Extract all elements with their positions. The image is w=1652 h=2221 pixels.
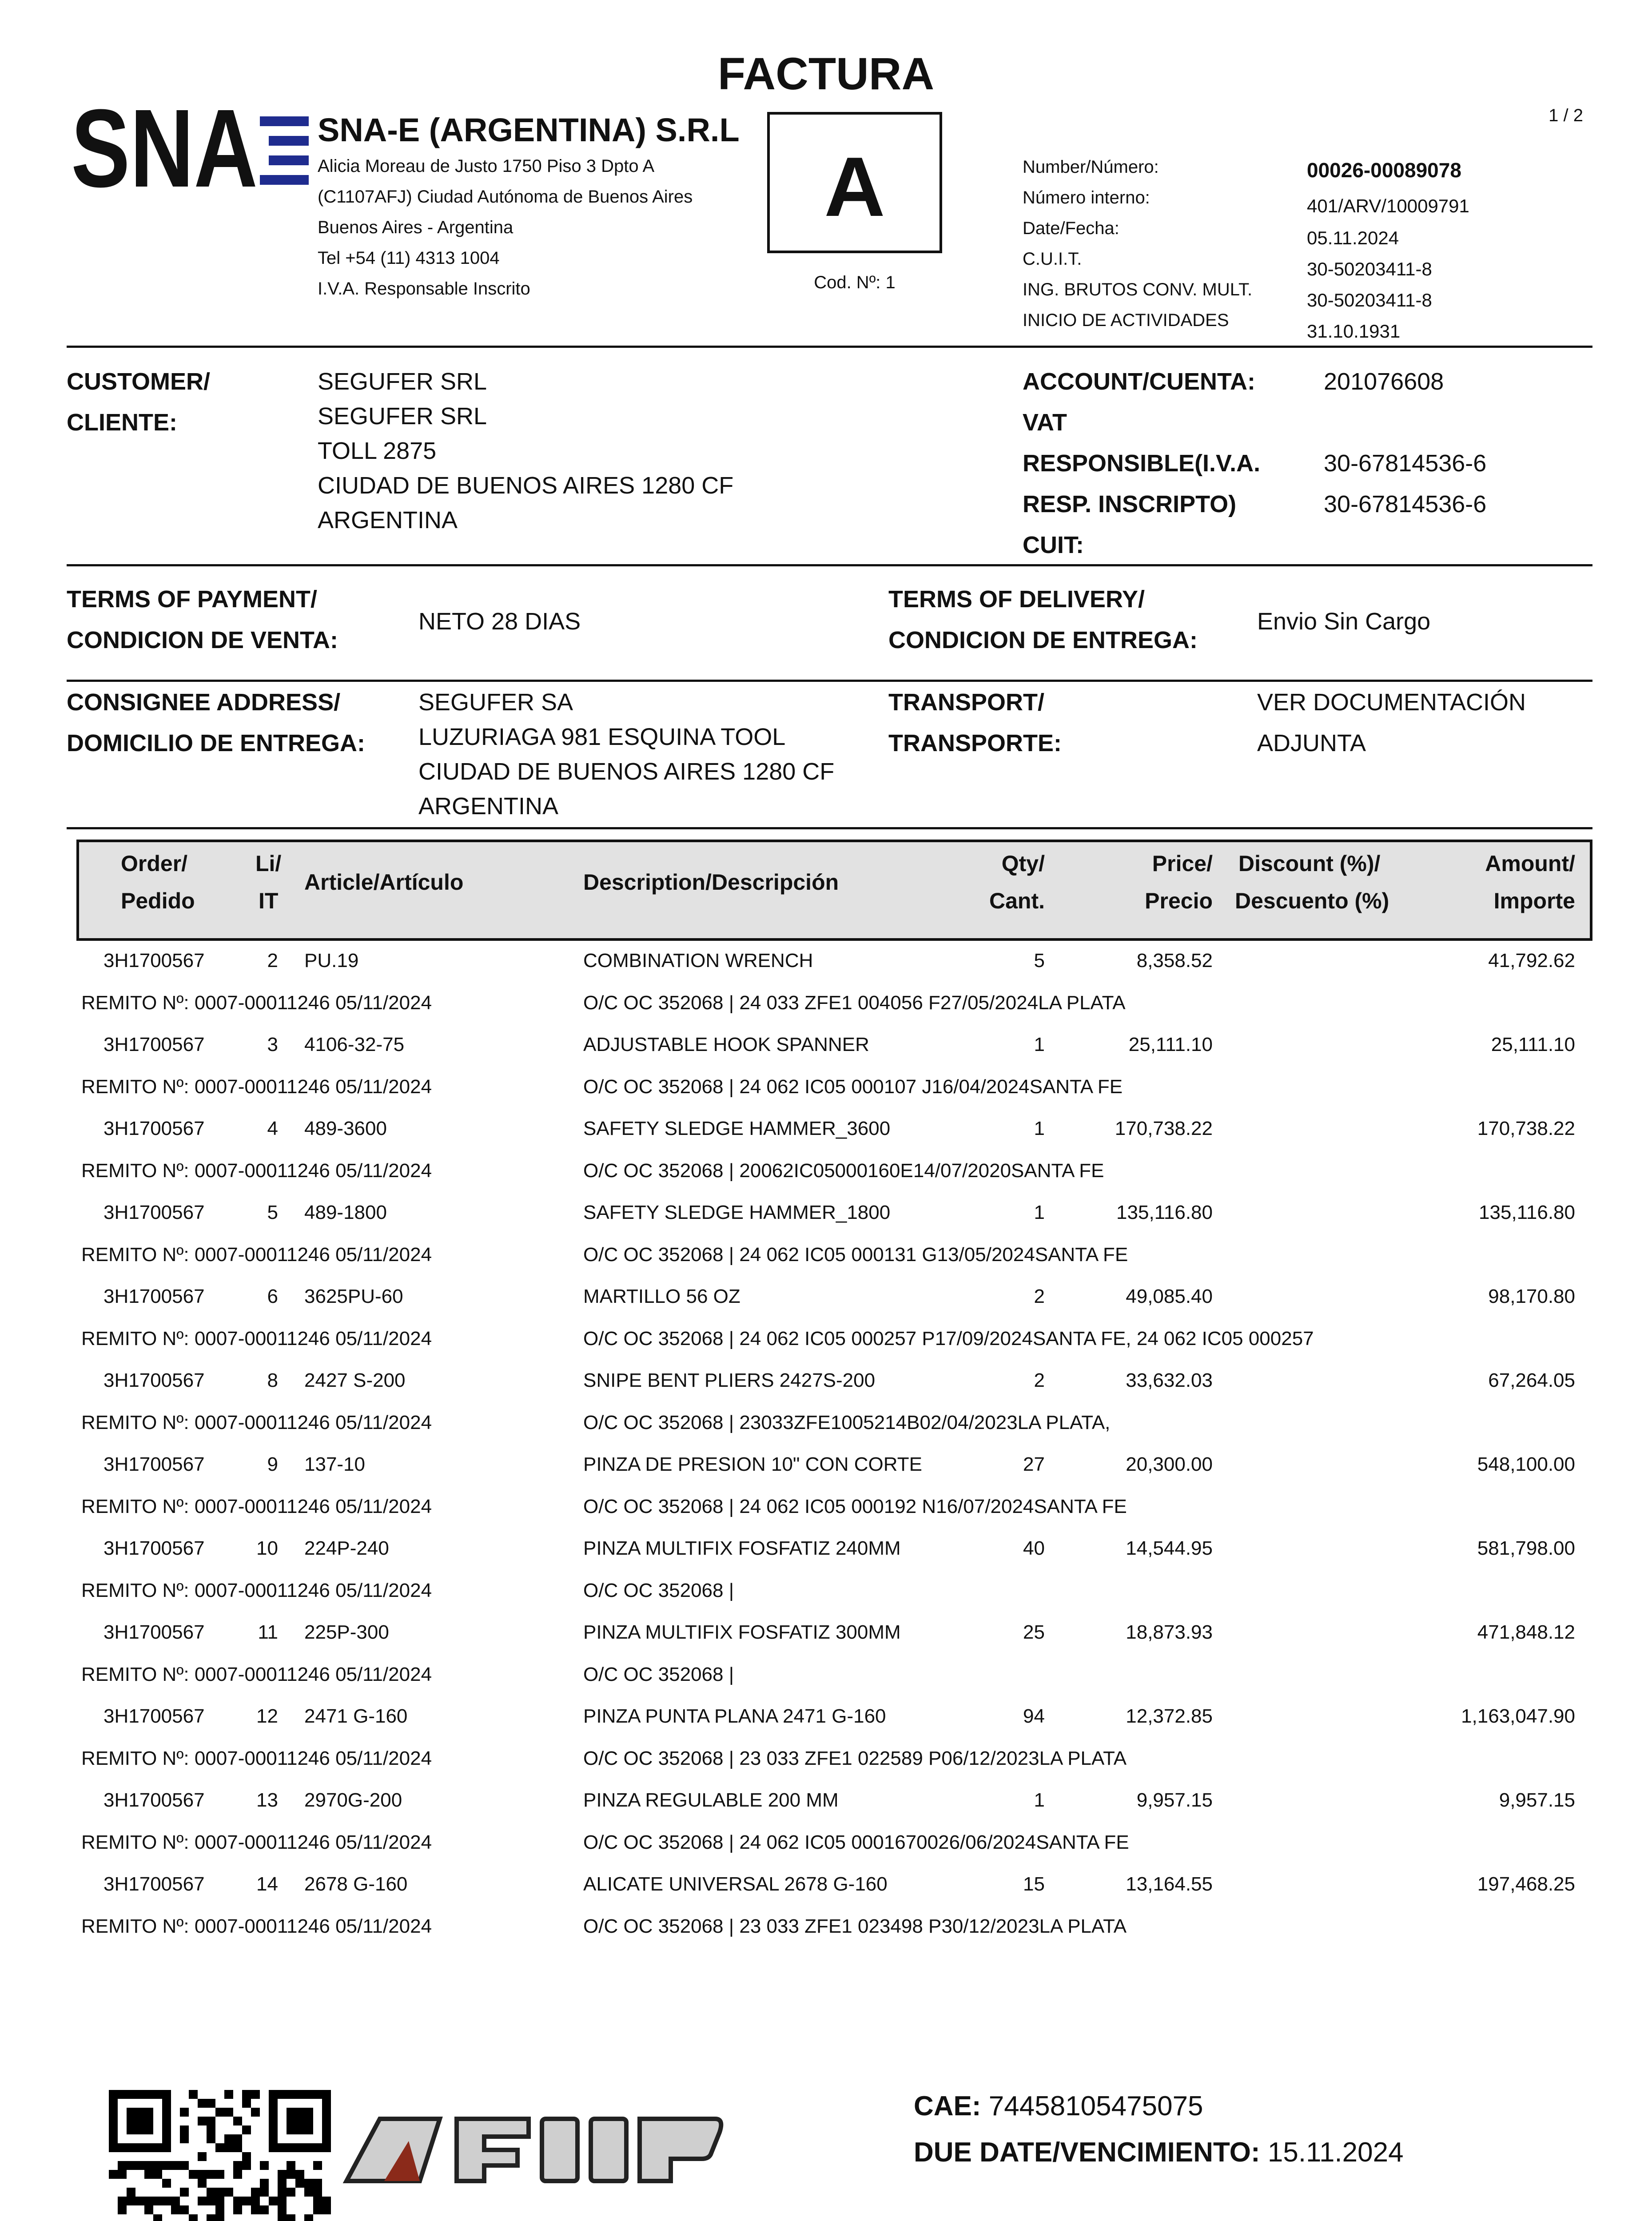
cell-amount: 1,163,047.90 <box>1461 1705 1575 1727</box>
cell-line: 12 <box>256 1705 278 1727</box>
terms-delivery-value: Envio Sin Cargo <box>1257 608 1431 635</box>
cell-description: PINZA REGULABLE 200 MM <box>583 1789 839 1811</box>
customer-label: CLIENTE: <box>67 409 177 436</box>
cell-remito: REMITO Nº: 0007-00011246 05/11/2024 <box>81 1412 432 1433</box>
cell-remito: REMITO Nº: 0007-00011246 05/11/2024 <box>81 1664 432 1685</box>
divider <box>67 680 1592 682</box>
terms-payment-label: CONDICION DE VENTA: <box>67 627 338 653</box>
cell-article: 3625PU-60 <box>304 1286 403 1307</box>
cell-article: 489-1800 <box>304 1202 387 1223</box>
cell-article: 225P-300 <box>304 1621 389 1643</box>
sna-logo-icon <box>71 107 311 195</box>
cell-price: 8,358.52 <box>1136 950 1213 971</box>
col-header-article: Article/Artículo <box>304 870 464 895</box>
cell-article: 2678 G-160 <box>304 1873 408 1895</box>
cell-price: 9,957.15 <box>1136 1789 1213 1811</box>
invoice-code: Cod. Nº: 1 <box>814 273 896 292</box>
cell-price: 14,544.95 <box>1126 1537 1213 1559</box>
cell-qty: 94 <box>1023 1705 1045 1727</box>
activity-start-label: INICIO DE ACTIVIDADES <box>1023 310 1229 330</box>
divider <box>67 346 1592 348</box>
cell-note: O/C OC 352068 | 24 033 ZFE1 004056 F27/05/2024LA PLATA <box>583 992 1126 1014</box>
customer-line: ARGENTINA <box>318 507 458 533</box>
cell-description: PINZA MULTIFIX FOSFATIZ 300MM <box>583 1621 901 1643</box>
cell-description: SNIPE BENT PLIERS 2427S-200 <box>583 1369 876 1391</box>
consignee-line: LUZURIAGA 981 ESQUINA TOOL <box>418 724 786 750</box>
cell-amount: 581,798.00 <box>1477 1537 1575 1559</box>
vat-label: VAT <box>1023 409 1067 436</box>
cell-price: 49,085.40 <box>1126 1286 1213 1307</box>
cell-remito: REMITO Nº: 0007-00011246 05/11/2024 <box>81 1915 432 1937</box>
col-header-discount: Discount (%)/ <box>1238 851 1381 876</box>
col-header-discount: Descuento (%) <box>1235 888 1389 913</box>
invoice-number-value: 00026-00089078 <box>1307 159 1461 182</box>
cell-order: 3H1700567 <box>103 950 205 971</box>
invoice-number-label: Number/Número: <box>1023 157 1159 177</box>
due-date-row <box>914 2137 1404 2168</box>
cell-qty: 1 <box>1034 1789 1045 1811</box>
sna-logo-text: SNA <box>71 107 258 195</box>
consignee-line: SEGUFER SA <box>418 689 573 716</box>
col-header-order: Order/ <box>121 851 188 876</box>
cell-remito: REMITO Nº: 0007-00011246 05/11/2024 <box>81 1580 432 1601</box>
due-date-value: 15.11.2024 <box>1267 2137 1404 2168</box>
company-address-line: Buenos Aires - Argentina <box>318 218 514 237</box>
cell-line: 13 <box>256 1789 278 1811</box>
cuit-value: 30-50203411-8 <box>1307 259 1432 279</box>
cell-note: O/C OC 352068 | <box>583 1580 734 1601</box>
cell-article: 137-10 <box>304 1453 366 1475</box>
cell-article: 2970G-200 <box>304 1789 402 1811</box>
terms-payment-value: NETO 28 DIAS <box>418 608 581 635</box>
cell-line: 10 <box>256 1537 278 1559</box>
cell-price: 18,873.93 <box>1126 1621 1213 1643</box>
cell-order: 3H1700567 <box>103 1369 205 1391</box>
cell-qty: 1 <box>1034 1118 1045 1139</box>
vat-value: 30-67814536-6 <box>1324 491 1487 517</box>
divider <box>67 827 1592 829</box>
cell-qty: 40 <box>1023 1537 1045 1559</box>
cell-qty: 5 <box>1034 950 1045 971</box>
activity-start-value: 31.10.1931 <box>1307 321 1401 342</box>
cell-line: 3 <box>267 1034 278 1055</box>
cell-order: 3H1700567 <box>103 1286 205 1307</box>
cuit-label: CUIT: <box>1023 532 1084 558</box>
date-label: Date/Fecha: <box>1023 219 1119 238</box>
cell-article: 4106-32-75 <box>304 1034 405 1055</box>
terms-delivery-label: CONDICION DE ENTREGA: <box>888 627 1198 653</box>
cell-description: ADJUSTABLE HOOK SPANNER <box>583 1034 869 1055</box>
cell-article: 224P-240 <box>304 1537 389 1559</box>
cell-remito: REMITO Nº: 0007-00011246 05/11/2024 <box>81 1160 432 1182</box>
customer-line: TOLL 2875 <box>318 438 437 464</box>
cell-note: O/C OC 352068 | 23033ZFE1005214B02/04/2023LA PLATA, <box>583 1412 1111 1433</box>
cell-qty: 2 <box>1034 1286 1045 1307</box>
cell-remito: REMITO Nº: 0007-00011246 05/11/2024 <box>81 1076 432 1098</box>
cell-description: COMBINATION WRENCH <box>583 950 813 971</box>
cell-note: O/C OC 352068 | 24 062 IC05 000131 G13/05/2024SANTA FE <box>583 1244 1128 1266</box>
cell-line: 5 <box>267 1202 278 1223</box>
terms-delivery-label: TERMS OF DELIVERY/ <box>888 586 1145 613</box>
company-address-line: (C1107AFJ) Ciudad Autónoma de Buenos Aires <box>318 187 693 207</box>
cell-amount: 170,738.22 <box>1477 1118 1575 1139</box>
cae-row <box>914 2090 1203 2122</box>
cell-amount: 197,468.25 <box>1477 1873 1575 1895</box>
cell-article: 2471 G-160 <box>304 1705 408 1727</box>
document-title: FACTURA <box>717 48 935 99</box>
cell-note: O/C OC 352068 | 24 062 IC05 0001670026/06/2024SANTA FE <box>583 1831 1129 1853</box>
consignee-label: DOMICILIO DE ENTREGA: <box>67 730 365 756</box>
cell-order: 3H1700567 <box>103 1537 205 1559</box>
col-header-li: IT <box>259 888 279 913</box>
cell-article: PU.19 <box>304 950 359 971</box>
consignee-line: ARGENTINA <box>418 793 559 820</box>
customer-line: SEGUFER SRL <box>318 403 487 430</box>
vat-label: RESP. INSCRIPTO) <box>1023 491 1237 517</box>
cell-order: 3H1700567 <box>103 1789 205 1811</box>
cell-remito: REMITO Nº: 0007-00011246 05/11/2024 <box>81 992 432 1014</box>
col-header-price: Precio <box>1145 888 1213 913</box>
cell-line: 6 <box>267 1286 278 1307</box>
customer-label: CUSTOMER/ <box>67 368 211 395</box>
cell-price: 12,372.85 <box>1126 1705 1213 1727</box>
cell-price: 135,116.80 <box>1116 1202 1213 1223</box>
iibb-label: ING. BRUTOS CONV. MULT. <box>1023 280 1253 299</box>
cell-amount: 9,957.15 <box>1499 1789 1575 1811</box>
cell-amount: 471,848.12 <box>1477 1621 1575 1643</box>
cell-line: 9 <box>267 1453 278 1475</box>
cae-label: CAE: <box>914 2091 981 2121</box>
divider <box>67 564 1592 566</box>
cell-description: PINZA PUNTA PLANA 2471 G-160 <box>583 1705 886 1727</box>
invoice-type-letter: A <box>824 140 885 234</box>
afip-logo-icon <box>342 2092 742 2199</box>
cell-description: ALICATE UNIVERSAL 2678 G-160 <box>583 1873 888 1895</box>
transport-line: ADJUNTA <box>1257 730 1366 756</box>
date-value: 05.11.2024 <box>1307 227 1399 248</box>
transport-line: VER DOCUMENTACIÓN <box>1257 689 1526 716</box>
cell-order: 3H1700567 <box>103 1118 205 1139</box>
vat-value: 30-67814536-6 <box>1324 450 1487 477</box>
cell-price: 170,738.22 <box>1115 1118 1213 1139</box>
col-header-amount: Amount/ <box>1485 851 1575 876</box>
cell-remito: REMITO Nº: 0007-00011246 05/11/2024 <box>81 1244 432 1266</box>
cell-remito: REMITO Nº: 0007-00011246 05/11/2024 <box>81 1496 432 1517</box>
cell-article: 2427 S-200 <box>304 1369 406 1391</box>
col-header-price: Price/ <box>1152 851 1213 876</box>
cell-amount: 41,792.62 <box>1488 950 1575 971</box>
cell-order: 3H1700567 <box>103 1202 205 1223</box>
cell-order: 3H1700567 <box>103 1453 205 1475</box>
cell-description: SAFETY SLEDGE HAMMER_1800 <box>583 1202 891 1223</box>
company-phone: Tel +54 (11) 4313 1004 <box>318 248 500 268</box>
cell-amount: 98,170.80 <box>1488 1286 1575 1307</box>
col-header-amount: Importe <box>1493 888 1575 913</box>
cell-qty: 1 <box>1034 1034 1045 1055</box>
cell-price: 33,632.03 <box>1126 1369 1213 1391</box>
cell-note: O/C OC 352068 | 23 033 ZFE1 022589 P06/12/2023LA PLATA <box>583 1747 1127 1769</box>
cuit-label: C.U.I.T. <box>1023 249 1082 269</box>
cell-amount: 135,116.80 <box>1479 1202 1575 1223</box>
col-header-order: Pedido <box>121 888 195 913</box>
cell-amount: 67,264.05 <box>1488 1369 1575 1391</box>
cell-note: O/C OC 352068 | 20062IC05000160E14/07/2020SANTA FE <box>583 1160 1104 1182</box>
page-indicator: 1 / 2 <box>1549 106 1583 125</box>
company-name: SNA-E (ARGENTINA) S.R.L <box>318 111 740 148</box>
cell-price: 20,300.00 <box>1126 1453 1213 1475</box>
col-header-qty: Qty/ <box>1001 851 1045 876</box>
cell-article: 489-3600 <box>304 1118 387 1139</box>
account-value: 201076608 <box>1324 368 1444 395</box>
cell-qty: 1 <box>1034 1202 1045 1223</box>
transport-label: TRANSPORTE: <box>888 730 1062 756</box>
cell-amount: 25,111.10 <box>1491 1034 1575 1055</box>
cell-note: O/C OC 352068 | 24 062 IC05 000192 N16/07/2024SANTA FE <box>583 1496 1127 1517</box>
cell-line: 14 <box>256 1873 278 1895</box>
col-header-description: Description/Descripción <box>583 870 839 895</box>
cell-note: O/C OC 352068 | 24 062 IC05 000107 J16/04/2024SANTA FE <box>583 1076 1123 1098</box>
internal-number-label: Número interno: <box>1023 188 1150 207</box>
company-address-line: Alicia Moreau de Justo 1750 Piso 3 Dpto A <box>318 156 655 176</box>
cell-remito: REMITO Nº: 0007-00011246 05/11/2024 <box>81 1831 432 1853</box>
cell-remito: REMITO Nº: 0007-00011246 05/11/2024 <box>81 1328 432 1349</box>
cell-price: 25,111.10 <box>1128 1034 1213 1055</box>
vat-label: RESPONSIBLE(I.V.A. <box>1023 450 1261 477</box>
cell-qty: 25 <box>1023 1621 1045 1643</box>
col-header-qty: Cant. <box>989 888 1045 913</box>
cell-line: 8 <box>267 1369 278 1391</box>
qr-code-icon <box>109 2090 331 2221</box>
internal-number-value: 401/ARV/10009791 <box>1307 195 1469 216</box>
cell-description: SAFETY SLEDGE HAMMER_3600 <box>583 1118 891 1139</box>
col-header-li: Li/ <box>255 851 282 876</box>
cell-line: 11 <box>258 1621 278 1643</box>
terms-payment-label: TERMS OF PAYMENT/ <box>67 586 318 613</box>
cae-value: 74458105475075 <box>988 2091 1203 2121</box>
transport-label: TRANSPORT/ <box>888 689 1044 716</box>
consignee-line: CIUDAD DE BUENOS AIRES 1280 CF <box>418 758 835 785</box>
customer-line: SEGUFER SRL <box>318 368 487 395</box>
cell-line: 2 <box>267 950 278 971</box>
cell-description: PINZA MULTIFIX FOSFATIZ 240MM <box>583 1537 901 1559</box>
cell-note: O/C OC 352068 | 23 033 ZFE1 023498 P30/12/2023LA PLATA <box>583 1915 1127 1937</box>
account-label: ACCOUNT/CUENTA: <box>1023 368 1255 395</box>
company-iva: I.V.A. Responsable Inscrito <box>318 279 530 299</box>
cell-qty: 15 <box>1023 1873 1045 1895</box>
cell-note: O/C OC 352068 | <box>583 1664 734 1685</box>
cell-qty: 2 <box>1034 1369 1045 1391</box>
cell-order: 3H1700567 <box>103 1034 205 1055</box>
due-date-label: DUE DATE/VENCIMIENTO: <box>914 2137 1260 2168</box>
cell-order: 3H1700567 <box>103 1873 205 1895</box>
cell-price: 13,164.55 <box>1126 1873 1213 1895</box>
cell-description: PINZA DE PRESION 10" CON CORTE <box>583 1453 922 1475</box>
cell-line: 4 <box>267 1118 278 1139</box>
cell-order: 3H1700567 <box>103 1705 205 1727</box>
iibb-value: 30-50203411-8 <box>1307 290 1432 310</box>
cell-remito: REMITO Nº: 0007-00011246 05/11/2024 <box>81 1747 432 1769</box>
cell-amount: 548,100.00 <box>1477 1453 1575 1475</box>
cell-note: O/C OC 352068 | 24 062 IC05 000257 P17/09/2024SANTA FE, 24 062 IC05 000257 <box>583 1328 1314 1349</box>
cell-order: 3H1700567 <box>103 1621 205 1643</box>
consignee-label: CONSIGNEE ADDRESS/ <box>67 689 341 716</box>
cell-qty: 27 <box>1023 1453 1045 1475</box>
customer-line: CIUDAD DE BUENOS AIRES 1280 CF <box>318 472 734 499</box>
cell-description: MARTILLO 56 OZ <box>583 1286 740 1307</box>
